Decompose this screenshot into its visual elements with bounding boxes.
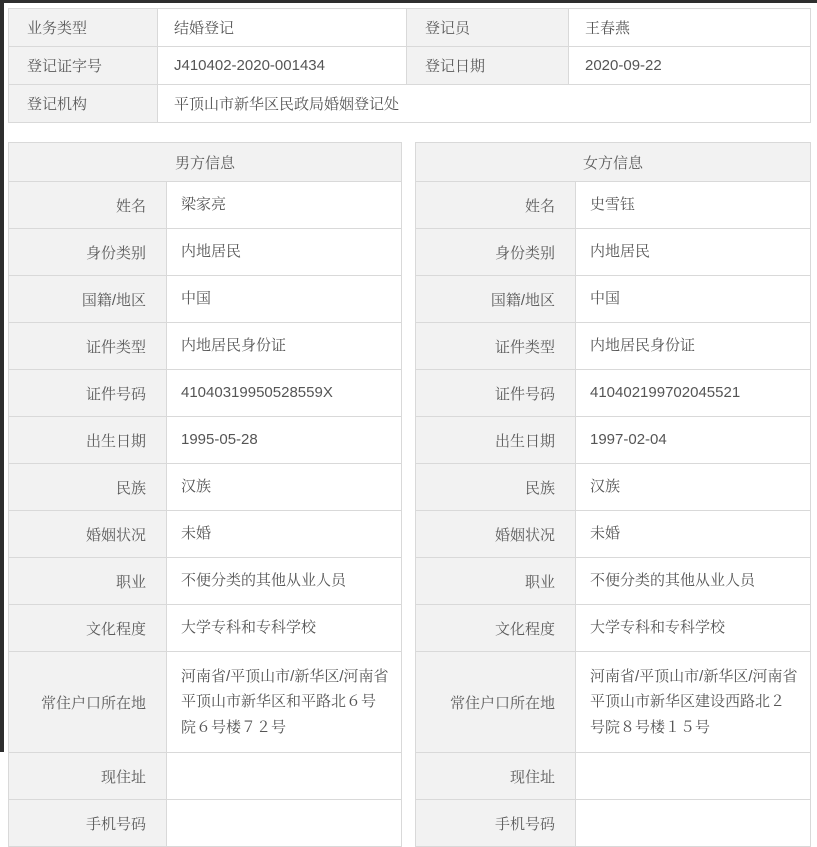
row-value: 1995-05-28 — [167, 417, 402, 464]
row-value: 410402199702045521 — [576, 370, 811, 417]
table-row — [416, 464, 811, 511]
table-row — [9, 511, 402, 558]
table-row — [9, 558, 402, 605]
table-row — [9, 323, 402, 370]
row-label: 姓名 — [416, 182, 576, 229]
row-label: 出生日期 — [9, 417, 167, 464]
row-value — [576, 800, 811, 847]
row-label: 婚姻状况 — [416, 511, 576, 558]
female-info-table — [415, 142, 811, 847]
table-row — [416, 417, 811, 464]
row-label: 手机号码 — [416, 800, 576, 847]
row-value: 41040319950528559X — [167, 370, 402, 417]
row-label: 姓名 — [9, 182, 167, 229]
row-value — [576, 753, 811, 800]
table-row — [416, 558, 811, 605]
row-value — [167, 800, 402, 847]
window-left-edge — [0, 0, 4, 752]
row-value: 未婚 — [167, 511, 402, 558]
row-value: 内地居民身份证 — [576, 323, 811, 370]
row-value: 汉族 — [167, 464, 402, 511]
row-value: 未婚 — [576, 511, 811, 558]
table-row — [9, 370, 402, 417]
row-label: 民族 — [416, 464, 576, 511]
row-value: 史雪钰 — [576, 182, 811, 229]
table-row — [416, 753, 811, 800]
row-label: 文化程度 — [9, 605, 167, 652]
table-row — [9, 47, 811, 85]
row-label: 证件类型 — [416, 323, 576, 370]
row-value: 梁家亮 — [167, 182, 402, 229]
row-value: 不便分类的其他从业人员 — [576, 558, 811, 605]
table-row — [9, 143, 402, 182]
table-row — [416, 276, 811, 323]
table-row — [416, 143, 811, 182]
row-label: 常住户口所在地 — [416, 652, 576, 753]
row-label: 证件类型 — [9, 323, 167, 370]
row-value: 不便分类的其他从业人员 — [167, 558, 402, 605]
row-label: 国籍/地区 — [9, 276, 167, 323]
table-row — [9, 753, 402, 800]
table-row — [416, 605, 811, 652]
row-label: 身份类别 — [416, 229, 576, 276]
row-value: 内地居民身份证 — [167, 323, 402, 370]
row-value: 河南省/平顶山市/新华区/河南省平顶山市新华区和平路北６号院６号楼７２号 — [167, 652, 402, 753]
row-label: 出生日期 — [416, 417, 576, 464]
row-label: 手机号码 — [9, 800, 167, 847]
row-label: 婚姻状况 — [9, 511, 167, 558]
row-label: 国籍/地区 — [416, 276, 576, 323]
agency-label: 登记机构 — [9, 85, 158, 123]
cert-no-label: 登记证字号 — [9, 47, 158, 85]
row-value: 1997-02-04 — [576, 417, 811, 464]
row-value: 中国 — [576, 276, 811, 323]
business-type-value: 结婚登记 — [158, 9, 407, 47]
row-value: 内地居民 — [576, 229, 811, 276]
reg-date-label: 登记日期 — [407, 47, 569, 85]
table-row — [416, 323, 811, 370]
row-value: 内地居民 — [167, 229, 402, 276]
row-value: 汉族 — [576, 464, 811, 511]
row-value: 河南省/平顶山市/新华区/河南省平顶山市新华区建设西路北２号院８号楼１５号 — [576, 652, 811, 753]
table-row — [9, 652, 402, 753]
table-row — [9, 182, 402, 229]
row-label: 证件号码 — [416, 370, 576, 417]
table-row — [9, 229, 402, 276]
table-row — [416, 370, 811, 417]
row-label: 身份类别 — [9, 229, 167, 276]
table-row — [416, 511, 811, 558]
row-label: 职业 — [9, 558, 167, 605]
agency-value: 平顶山市新华区民政局婚姻登记处 — [158, 85, 811, 123]
row-value: 大学专科和专科学校 — [167, 605, 402, 652]
table-row — [9, 605, 402, 652]
cert-no-value: J410402-2020-001434 — [158, 47, 407, 85]
row-label: 文化程度 — [416, 605, 576, 652]
row-label: 现住址 — [416, 753, 576, 800]
row-label: 现住址 — [9, 753, 167, 800]
registration-info-table — [8, 8, 811, 123]
registrar-value: 王春燕 — [569, 9, 811, 47]
row-value: 大学专科和专科学校 — [576, 605, 811, 652]
row-label: 职业 — [416, 558, 576, 605]
row-value: 中国 — [167, 276, 402, 323]
table-row — [9, 276, 402, 323]
row-label: 民族 — [9, 464, 167, 511]
male-table-title: 男方信息 — [9, 143, 402, 182]
reg-date-value: 2020-09-22 — [569, 47, 811, 85]
business-type-label: 业务类型 — [9, 9, 158, 47]
table-row — [9, 800, 402, 847]
window-top-edge — [0, 0, 817, 3]
table-row — [9, 464, 402, 511]
registrar-label: 登记员 — [407, 9, 569, 47]
table-row — [416, 800, 811, 847]
table-row — [416, 229, 811, 276]
male-info-table — [8, 142, 402, 847]
table-row — [9, 9, 811, 47]
row-label: 常住户口所在地 — [9, 652, 167, 753]
table-row — [9, 417, 402, 464]
table-row — [416, 182, 811, 229]
female-table-title: 女方信息 — [416, 143, 811, 182]
row-label: 证件号码 — [9, 370, 167, 417]
table-row — [416, 652, 811, 753]
table-row — [9, 85, 811, 123]
row-value — [167, 753, 402, 800]
